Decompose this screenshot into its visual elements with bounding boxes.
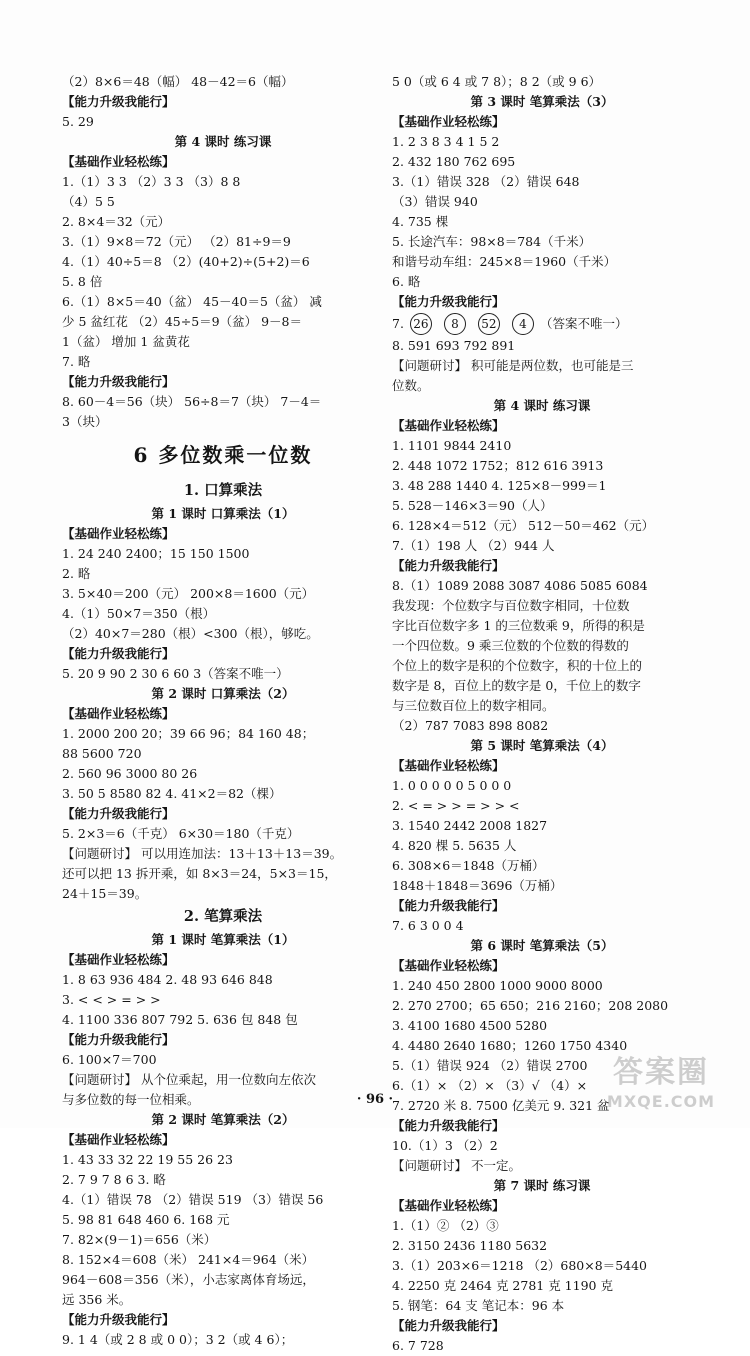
watermark-url: MXQE.COM: [606, 1092, 716, 1111]
answer-line: 【问题研讨】 不一定。: [392, 1158, 521, 1173]
section-heading: 【能力升级我能行】: [62, 806, 175, 821]
answer-line: 4.（1）40÷5＝8 （2）(40+2)÷(5+2)＝6: [62, 254, 310, 269]
answer-line: 4. 2250 克 2464 克 2781 克 1190 克: [392, 1278, 613, 1293]
answer-line: 1. 1101 9844 2410: [392, 438, 512, 453]
answer-line: （3）错误 940: [392, 194, 478, 209]
answer-line: 6. 略: [392, 274, 421, 289]
section-heading: 【基础作业轻松练】: [62, 706, 175, 721]
answer-line: 964－608＝356（米），小志家离体育场远，: [62, 1272, 315, 1287]
answer-line: 6. 100×7＝700: [62, 1052, 157, 1067]
section-heading: 【基础作业轻松练】: [62, 1132, 175, 1147]
page-number: · 96 ·: [356, 1092, 394, 1107]
section-heading: 【能力升级我能行】: [62, 1032, 175, 1047]
unit-title: 1. 口算乘法: [183, 482, 263, 499]
section-heading: 【基础作业轻松练】: [392, 1198, 505, 1213]
answer-line: 1. 2 3 8 3 4 1 5 2: [392, 134, 500, 149]
answer-line: 8.（1）1089 2088 3087 4086 5085 6084: [392, 578, 648, 593]
section-heading: 【能力升级我能行】: [392, 558, 505, 573]
right-column: [392, 72, 692, 1356]
lesson-title: 第 6 课时 笔算乘法（5）: [470, 938, 614, 953]
answer-line: 7. 略: [62, 354, 91, 369]
answer-line: 我发现：个位数字与百位数字相同，十位数: [392, 598, 630, 613]
answer-line: 【问题研讨】 可以用连加法：13＋13＋13＝39。: [62, 846, 343, 861]
answer-line: 3. 4100 1680 4500 5280: [392, 1018, 548, 1033]
answer-line: 8. 152×4＝608（米） 241×4＝964（米）: [62, 1252, 315, 1267]
answer-line: 5. 8 倍: [62, 274, 103, 289]
answer-line: 少 5 盆红花 （2）45÷5＝9（盆） 9－8＝: [62, 314, 302, 329]
answer-line: 3（块）: [62, 414, 108, 429]
answer-line: 1（盆） 增加 1 盆黄花: [62, 334, 190, 349]
unit-title: 2. 笔算乘法: [183, 908, 263, 925]
answer-line: 9. 1 4（或 2 8 或 0 0）；3 2（或 4 6）；: [62, 1332, 294, 1347]
answer-note: （答案不唯一）: [539, 316, 628, 331]
section-heading: 【基础作业轻松练】: [62, 952, 175, 967]
answer-line: 7.（1）198 人 （2）944 人: [392, 538, 555, 553]
answer-line: 【问题研讨】 积可能是两位数，也可能是三: [392, 358, 634, 373]
watermark-logo: [586, 1054, 736, 1124]
lesson-title: 第 5 课时 笔算乘法（4）: [470, 738, 614, 753]
answer-line: 远 356 米。: [62, 1292, 132, 1307]
answer-line: 5. 528－146×3＝90（人）: [392, 498, 553, 513]
question-number: 7.: [392, 316, 404, 331]
answer-line: 6. 128×4＝512（元） 512－50＝462（元）: [392, 518, 655, 533]
lesson-title: 第 1 课时 口算乘法（1）: [151, 506, 295, 521]
circled-number: 8: [444, 313, 466, 335]
section-heading: 【基础作业轻松练】: [62, 526, 175, 541]
answer-line: 7. 6 3 0 0 4: [392, 918, 464, 933]
answer-line: 5. 20 9 90 2 30 6 60 3（答案不唯一）: [62, 666, 289, 681]
answer-line: 5. 钢笔：64 支 笔记本：96 本: [392, 1298, 565, 1313]
answer-line: 2. 7 9 7 8 6 3. 略: [62, 1172, 166, 1187]
answer-line: 1. 0 0 0 0 0 5 0 0 0: [392, 778, 512, 793]
section-heading: 【基础作业轻松练】: [392, 114, 505, 129]
section-heading: 【能力升级我能行】: [62, 94, 175, 109]
lesson-title: 第 4 课时 练习课: [493, 398, 591, 413]
answer-line: 6.（1）× （2）× （3）√ （4）×: [392, 1078, 588, 1093]
answer-line: 5.（1）错误 924 （2）错误 2700: [392, 1058, 588, 1073]
section-heading: 【能力升级我能行】: [62, 646, 175, 661]
lesson-title: 第 4 课时 练习课: [174, 134, 272, 149]
answer-line: 1848＋1848＝3696（万桶）: [392, 878, 563, 893]
answer-line: 4.（1）错误 78 （2）错误 519 （3）错误 56: [62, 1192, 324, 1207]
answer-line: 3.（1）203×6＝1218 （2）680×8＝5440: [392, 1258, 647, 1273]
answer-line: （4）5 5: [62, 194, 115, 209]
answer-line: 5. 98 81 648 460 6. 168 元: [62, 1212, 230, 1227]
circled-number: 26: [410, 313, 432, 335]
answer-line: 1.（1）3 3 （2）3 3 （3）8 8: [62, 174, 241, 189]
answer-line: 24＋15＝39。: [62, 886, 148, 901]
answer-line: （2）787 7083 898 8082: [392, 718, 549, 733]
answer-line: 4.（1）50×7＝350（根）: [62, 606, 216, 621]
answer-line: 3. < < > = > >: [62, 992, 161, 1007]
section-heading: 【基础作业轻松练】: [392, 758, 505, 773]
section-heading: 【基础作业轻松练】: [392, 958, 505, 973]
answer-line: 5. 长途汽车：98×8＝784（千米）: [392, 234, 592, 249]
answer-line: 4. 735 棵: [392, 214, 449, 229]
lesson-title: 第 3 课时 笔算乘法（3）: [470, 94, 614, 109]
answer-line: 3.（1）错误 328 （2）错误 648: [392, 174, 580, 189]
answer-line: 2. 8×4＝32（元）: [62, 214, 171, 229]
section-heading: 【基础作业轻松练】: [62, 154, 175, 169]
section-heading: 【能力升级我能行】: [392, 1118, 505, 1133]
answer-line: 3.（1）9×8＝72（元） （2）81÷9＝9: [62, 234, 291, 249]
answer-line: 1. 43 33 32 22 19 55 26 23: [62, 1152, 233, 1167]
lesson-title: 第 2 课时 口算乘法（2）: [151, 686, 295, 701]
answer-line: 还可以把 13 拆开乘，如 8×3＝24，5×3＝15，: [62, 866, 337, 881]
answer-line: 2. 略: [62, 566, 91, 581]
answer-line: 7. 2720 米 8. 7500 亿美元 9. 321 盆: [392, 1098, 610, 1113]
answer-line: 1. 2000 200 20；39 66 96；84 160 48；: [62, 726, 315, 741]
answer-line: 4. 820 棵 5. 5635 人: [392, 838, 517, 853]
section-heading: 【能力升级我能行】: [392, 1318, 505, 1333]
answer-line: 1. 240 450 2800 1000 9000 8000: [392, 978, 603, 993]
lesson-title: 第 2 课时 笔算乘法（2）: [151, 1112, 295, 1127]
answer-line: 一个四位数。9 乘三位数的个位数的得数的: [392, 638, 629, 653]
answer-line: 数字是 8，百位上的数字是 0，千位上的数字: [392, 678, 641, 693]
answer-line: 2. 560 96 3000 80 26: [62, 766, 198, 781]
circled-number: 4: [512, 313, 534, 335]
answer-line: 2. 448 1072 1752；812 616 3913: [392, 458, 604, 473]
answer-line: 3. 1540 2442 2008 1827: [392, 818, 548, 833]
answer-line: 2. < = > > = > > <: [392, 798, 520, 813]
circled-answer-line: [392, 312, 692, 336]
answer-line: 6.（1）8×5＝40（盆） 45－40＝5（盆） 减: [62, 294, 322, 309]
lesson-title: 第 1 课时 笔算乘法（1）: [151, 932, 295, 947]
answer-line: 3. 50 5 8580 82 4. 41×2＝82（棵）: [62, 786, 282, 801]
section-heading: 【基础作业轻松练】: [392, 418, 505, 433]
answer-line: 字比百位数字多 1 的三位数乘 9，所得的积是: [392, 618, 645, 633]
answer-line: 5. 2×3＝6（千克） 6×30＝180（千克）: [62, 826, 300, 841]
answer-line: 【问题研讨】 从个位乘起，用一位数向左依次: [62, 1072, 316, 1087]
answer-line: 2. 432 180 762 695: [392, 154, 516, 169]
section-heading: 【能力升级我能行】: [62, 374, 175, 389]
circled-number: 52: [478, 313, 500, 335]
lesson-title: 第 7 课时 练习课: [493, 1178, 591, 1193]
answer-line: 6. 7 728: [392, 1338, 444, 1353]
answer-line: 8. 591 693 792 891: [392, 338, 516, 353]
answer-line: 1. 24 240 2400；15 150 1500: [62, 546, 250, 561]
answer-line: 与多位数的每一位相乘。: [62, 1092, 200, 1107]
section-heading: 【能力升级我能行】: [392, 294, 505, 309]
answer-line: 2. 270 2700；65 650；216 2160；208 2080: [392, 998, 669, 1013]
answer-line: 4. 4480 2640 1680；1260 1750 4340: [392, 1038, 628, 1053]
section-heading: 【能力升级我能行】: [392, 898, 505, 913]
answer-line: 7. 82×(9－1)＝656（米）: [62, 1232, 217, 1247]
answer-line: 3. 48 288 1440 4. 125×8－999＝1: [392, 478, 607, 493]
answer-line: （2）8×6＝48（幅） 48－42＝6（幅）: [62, 74, 294, 89]
answer-line: 8. 60－4＝56（块） 56÷8＝7（块） 7－4＝: [62, 394, 322, 409]
answer-line: 88 5600 720: [62, 746, 142, 761]
answer-line: 10.（1）3 （2）2: [392, 1138, 498, 1153]
chapter-title: 6 多位数乘一位数: [133, 443, 313, 467]
answer-line: 和谐号动车组：245×8＝1960（千米）: [392, 254, 617, 269]
answer-line: 1. 8 63 936 484 2. 48 93 646 848: [62, 972, 273, 987]
answer-line: 与三位数百位上的数字相同。: [392, 698, 555, 713]
section-heading: 【能力升级我能行】: [62, 1312, 175, 1327]
answer-line: 6. 308×6＝1848（万桶）: [392, 858, 545, 873]
answer-line: （2）40×7＝280（根）<300（根），够吃。: [62, 626, 319, 641]
answer-line: 4. 1100 336 807 792 5. 636 包 848 包: [62, 1012, 298, 1027]
answer-line: 5. 29: [62, 114, 94, 129]
answer-line: 5 0（或 6 4 或 7 8）；8 2（或 9 6）: [392, 74, 602, 89]
answer-line: 位数。: [392, 378, 430, 393]
answer-line: 2. 3150 2436 1180 5632: [392, 1238, 548, 1253]
watermark-logo-text: 答案圈: [613, 1055, 709, 1090]
answer-line: 1.（1）② （2）③: [392, 1218, 499, 1233]
answer-line: 3. 5×40＝200（元） 200×8＝1600（元）: [62, 586, 315, 601]
left-column: [62, 72, 384, 1350]
answer-line: 个位上的数字是积的个位数字，积的十位上的: [392, 658, 643, 673]
